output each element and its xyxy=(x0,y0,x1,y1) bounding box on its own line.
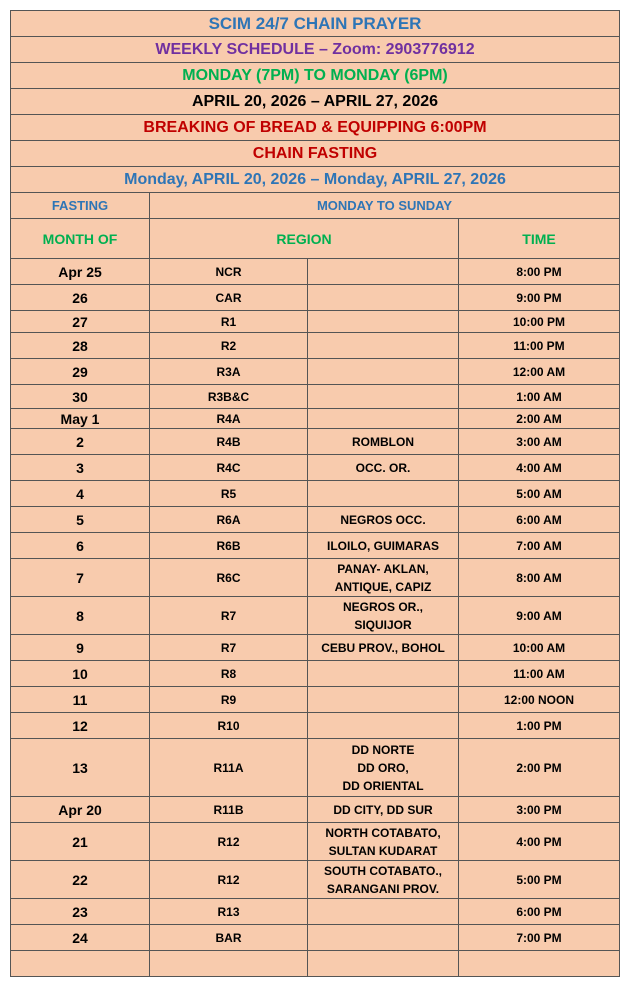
area-cell: ILOILO, GUIMARAS xyxy=(308,533,459,559)
time-cell: 4:00 AM xyxy=(459,455,620,481)
area-cell xyxy=(308,661,459,687)
table-row xyxy=(11,861,620,899)
region-header: REGION xyxy=(150,219,459,259)
area-cell: OCC. OR. xyxy=(308,455,459,481)
region-cell: R10 xyxy=(150,713,308,739)
region-cell: R4B xyxy=(150,429,308,455)
region-cell: R5 xyxy=(150,481,308,507)
time-cell: 9:00 PM xyxy=(459,285,620,311)
time-cell: 1:00 PM xyxy=(459,713,620,739)
day-cell: Apr 25 xyxy=(11,259,150,285)
region-cell: CAR xyxy=(150,285,308,311)
time-cell: 4:00 PM xyxy=(459,823,620,861)
day-cell: 29 xyxy=(11,359,150,385)
table-row xyxy=(11,507,620,533)
area-cell xyxy=(308,333,459,359)
time-cell: 7:00 PM xyxy=(459,925,620,951)
table-row xyxy=(11,409,620,429)
day-cell: 12 xyxy=(11,713,150,739)
region-cell: R7 xyxy=(150,597,308,635)
region-cell: R3A xyxy=(150,359,308,385)
area-cell: SOUTH COTABATO., SARANGANI PROV. xyxy=(308,861,459,899)
region-cell: R8 xyxy=(150,661,308,687)
schedule-table xyxy=(10,10,620,977)
area-cell: DD CITY, DD SUR xyxy=(308,797,459,823)
chain-fasting-title: CHAIN FASTING xyxy=(11,141,620,167)
day-cell: 5 xyxy=(11,507,150,533)
area-cell xyxy=(308,899,459,925)
area-cell: DD NORTE DD ORO, DD ORIENTAL xyxy=(308,739,459,797)
table-row xyxy=(11,739,620,797)
table-row xyxy=(11,559,620,597)
table-row xyxy=(11,797,620,823)
time-cell: 6:00 AM xyxy=(459,507,620,533)
day-cell: 8 xyxy=(11,597,150,635)
table-row xyxy=(11,285,620,311)
schedule-title: SCIM 24/7 CHAIN PRAYER xyxy=(11,11,620,37)
day-cell: 10 xyxy=(11,661,150,687)
weekly-schedule-zoom: WEEKLY SCHEDULE – Zoom: 2903776912 xyxy=(11,37,620,63)
time-cell: 5:00 AM xyxy=(459,481,620,507)
area-cell xyxy=(308,687,459,713)
time-cell: 6:00 PM xyxy=(459,899,620,925)
table-row xyxy=(11,333,620,359)
time-cell: 11:00 AM xyxy=(459,661,620,687)
time-cell: 3:00 AM xyxy=(459,429,620,455)
region-cell: R6A xyxy=(150,507,308,533)
day-cell: 9 xyxy=(11,635,150,661)
area-cell: NORTH COTABATO, SULTAN KUDARAT xyxy=(308,823,459,861)
chain-fasting-dates: Monday, APRIL 20, 2026 – Monday, APRIL 27, 2026 xyxy=(11,167,620,193)
time-cell: 10:00 PM xyxy=(459,311,620,333)
day-cell: 22 xyxy=(11,861,150,899)
time-cell: 9:00 AM xyxy=(459,597,620,635)
empty-cell xyxy=(150,951,308,977)
table-row xyxy=(11,713,620,739)
area-cell xyxy=(308,713,459,739)
table-row xyxy=(11,311,620,333)
time-cell: 8:00 AM xyxy=(459,559,620,597)
region-cell: R9 xyxy=(150,687,308,713)
time-cell: 12:00 NOON xyxy=(459,687,620,713)
time-cell: 7:00 AM xyxy=(459,533,620,559)
day-cell: 11 xyxy=(11,687,150,713)
table-row xyxy=(11,823,620,861)
day-cell: 21 xyxy=(11,823,150,861)
day-cell: Apr 20 xyxy=(11,797,150,823)
table-row xyxy=(11,899,620,925)
day-cell: 6 xyxy=(11,533,150,559)
breaking-of-bread: BREAKING OF BREAD & EQUIPPING 6:00PM xyxy=(11,115,620,141)
region-cell: R1 xyxy=(150,311,308,333)
region-cell: R13 xyxy=(150,899,308,925)
day-cell: 23 xyxy=(11,899,150,925)
day-cell: 13 xyxy=(11,739,150,797)
fasting-header: FASTING xyxy=(11,193,150,219)
empty-cell xyxy=(308,951,459,977)
region-cell: R6B xyxy=(150,533,308,559)
area-cell: CEBU PROV., BOHOL xyxy=(308,635,459,661)
region-cell: R6C xyxy=(150,559,308,597)
empty-row xyxy=(11,951,620,977)
empty-cell xyxy=(11,951,150,977)
table-row xyxy=(11,925,620,951)
day-cell: 26 xyxy=(11,285,150,311)
time-cell: 3:00 PM xyxy=(459,797,620,823)
area-cell xyxy=(308,311,459,333)
area-cell xyxy=(308,259,459,285)
region-cell: R2 xyxy=(150,333,308,359)
prayer-period: MONDAY (7PM) TO MONDAY (6PM) xyxy=(11,63,620,89)
table-row xyxy=(11,481,620,507)
day-cell: 27 xyxy=(11,311,150,333)
day-cell: 7 xyxy=(11,559,150,597)
day-cell: 2 xyxy=(11,429,150,455)
area-cell xyxy=(308,359,459,385)
region-cell: R11B xyxy=(150,797,308,823)
time-cell: 2:00 AM xyxy=(459,409,620,429)
table-row xyxy=(11,687,620,713)
area-cell xyxy=(308,481,459,507)
monday-to-sunday-header: MONDAY TO SUNDAY xyxy=(150,193,620,219)
region-cell: R12 xyxy=(150,823,308,861)
table-row xyxy=(11,455,620,481)
day-cell: 3 xyxy=(11,455,150,481)
area-cell xyxy=(308,385,459,409)
region-cell: BAR xyxy=(150,925,308,951)
table-row xyxy=(11,429,620,455)
day-cell: 4 xyxy=(11,481,150,507)
time-cell: 1:00 AM xyxy=(459,385,620,409)
table-row xyxy=(11,259,620,285)
day-cell: 24 xyxy=(11,925,150,951)
area-cell xyxy=(308,409,459,429)
time-cell: 8:00 PM xyxy=(459,259,620,285)
region-cell: R4C xyxy=(150,455,308,481)
day-cell: May 1 xyxy=(11,409,150,429)
time-cell: 5:00 PM xyxy=(459,861,620,899)
region-cell: R12 xyxy=(150,861,308,899)
day-cell: 28 xyxy=(11,333,150,359)
date-range: APRIL 20, 2026 – APRIL 27, 2026 xyxy=(11,89,620,115)
region-cell: NCR xyxy=(150,259,308,285)
region-cell: R3B&C xyxy=(150,385,308,409)
area-cell: NEGROS OR., SIQUIJOR xyxy=(308,597,459,635)
region-cell: R4A xyxy=(150,409,308,429)
region-cell: R11A xyxy=(150,739,308,797)
day-cell: 30 xyxy=(11,385,150,409)
area-cell: PANAY- AKLAN, ANTIQUE, CAPIZ xyxy=(308,559,459,597)
area-cell xyxy=(308,925,459,951)
month-of-header: MONTH OF xyxy=(11,219,150,259)
time-header: TIME xyxy=(459,219,620,259)
time-cell: 2:00 PM xyxy=(459,739,620,797)
area-cell: ROMBLON xyxy=(308,429,459,455)
time-cell: 11:00 PM xyxy=(459,333,620,359)
empty-cell xyxy=(459,951,620,977)
area-cell xyxy=(308,285,459,311)
table-row xyxy=(11,359,620,385)
table-row xyxy=(11,597,620,635)
table-row xyxy=(11,661,620,687)
area-cell: NEGROS OCC. xyxy=(308,507,459,533)
table-row xyxy=(11,385,620,409)
table-row xyxy=(11,533,620,559)
time-cell: 12:00 AM xyxy=(459,359,620,385)
region-cell: R7 xyxy=(150,635,308,661)
table-row xyxy=(11,635,620,661)
time-cell: 10:00 AM xyxy=(459,635,620,661)
